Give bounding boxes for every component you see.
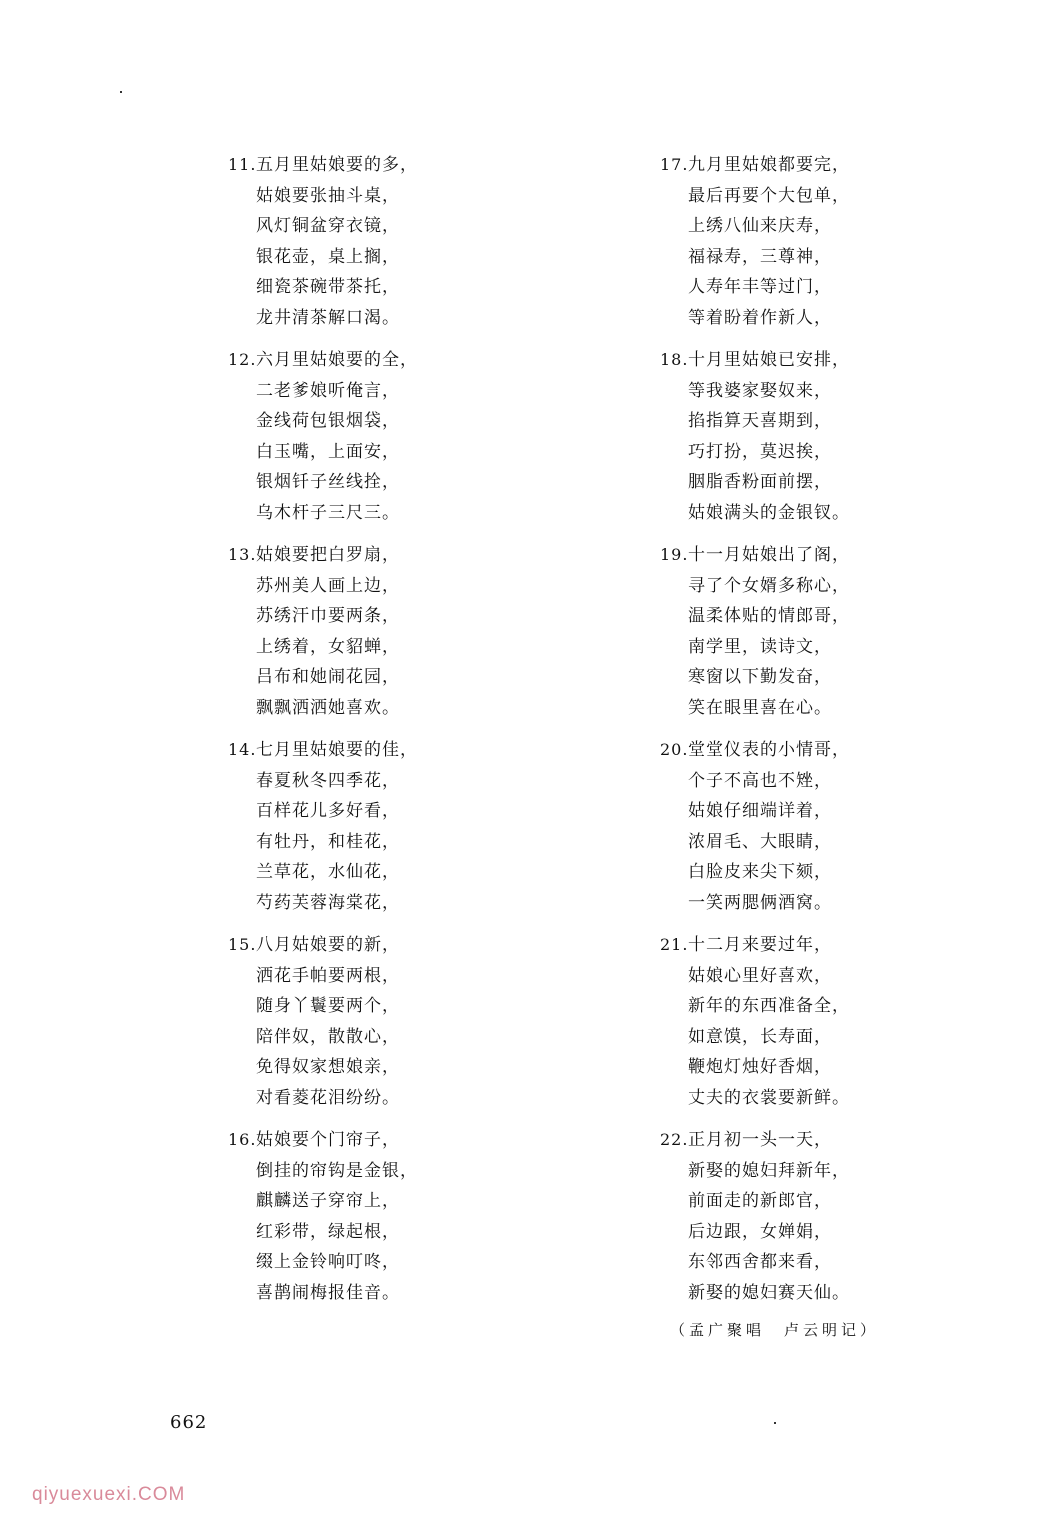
verse-line: 缀上金铃响叮咚， xyxy=(256,1252,400,1272)
verse-line: 芍药芙蓉海棠花， xyxy=(256,892,400,913)
verse-line: 等着盼着作新人， xyxy=(688,307,832,328)
stanza-number: 21. xyxy=(660,935,689,954)
singer-credit: （孟广聚唱 卢云明记） xyxy=(670,1321,880,1339)
verse-line: 兰草花，水仙花， xyxy=(256,862,400,882)
verse-line: 随身丫鬟要两个， xyxy=(256,996,400,1016)
verse-line: 细瓷茶碗带茶托， xyxy=(256,277,400,297)
verse-line: 洒花手帕要两根， xyxy=(256,965,400,986)
verse-stanza xyxy=(660,150,1040,333)
verse-line: 陪伴奴，散散心， xyxy=(256,1026,400,1047)
stanza-number: 15. xyxy=(228,935,257,954)
stanza-number: 17. xyxy=(660,155,689,174)
scan-speck xyxy=(774,1422,776,1424)
verse-stanza xyxy=(228,150,588,333)
verse-line: 上绣着，女貂蝉， xyxy=(256,636,400,657)
verse-line: 等我婆家娶奴来， xyxy=(688,380,832,401)
right-column xyxy=(660,150,1040,1320)
verse-line: 新年的东西准备全， xyxy=(688,996,850,1016)
verse-line: 银烟钎子丝线拴， xyxy=(256,472,400,492)
verse-line: 喜鹊闹梅报佳音。 xyxy=(256,1282,400,1303)
stanza-number: 19. xyxy=(660,545,689,564)
verse-line: 春夏秋冬四季花， xyxy=(256,770,400,791)
stanza-number: 18. xyxy=(660,350,689,369)
verse-line: 一笑两腮俩酒窝。 xyxy=(688,892,832,913)
verse-line: 十一月姑娘出了阁， xyxy=(688,545,850,565)
verse-line: 个子不高也不矬， xyxy=(688,770,832,791)
verse-line: 十月里姑娘已安排， xyxy=(688,350,850,370)
verse-line: 人寿年丰等过门， xyxy=(688,277,832,297)
verse-line: 五月里姑娘要的多， xyxy=(256,155,418,175)
verse-line: 有牡丹，和桂花， xyxy=(256,831,400,852)
verse-line: 对看菱花泪纷纷。 xyxy=(256,1087,400,1108)
verse-line: 苏州美人画上边， xyxy=(256,575,400,596)
verse-line: 银花壶，桌上搁， xyxy=(256,246,400,267)
verse-stanza xyxy=(228,540,588,723)
verse-line: 苏绣汗巾要两条， xyxy=(256,606,400,626)
left-column xyxy=(228,150,588,1320)
verse-line: 鞭炮灯烛好香烟， xyxy=(688,1057,832,1077)
verse-line: 正月初一头一天， xyxy=(688,1130,832,1150)
verse-line: 上绣八仙来庆寿， xyxy=(688,216,832,236)
scan-speck xyxy=(120,91,122,93)
verse-line: 丈夫的衣裳要新鲜。 xyxy=(688,1087,850,1108)
verse-line: 麒麟送子穿帘上， xyxy=(256,1191,400,1211)
verse-line: 姑娘仔细端详着， xyxy=(688,801,832,821)
stanza-number: 14. xyxy=(228,740,257,759)
stanza-number: 13. xyxy=(228,545,257,564)
verse-line: 姑娘要把白罗扇， xyxy=(256,545,400,565)
verse-line: 姑娘要张抽斗桌， xyxy=(256,185,400,206)
verse-line: 龙井清茶解口渴。 xyxy=(256,307,400,328)
verse-line: 姑娘要个门帘子， xyxy=(256,1130,400,1150)
verse-line: 姑娘满头的金银钗。 xyxy=(688,502,850,523)
verse-line: 掐指算天喜期到， xyxy=(688,411,832,431)
verse-stanza xyxy=(660,735,1040,918)
verse-line: 前面走的新郎官， xyxy=(688,1191,832,1211)
verse-stanza xyxy=(660,930,1040,1113)
verse-line: 笑在眼里喜在心。 xyxy=(688,697,832,718)
stanza-number: 22. xyxy=(660,1130,689,1149)
verse-stanza xyxy=(660,345,1040,528)
verse-stanza xyxy=(228,345,588,528)
stanza-number: 11. xyxy=(228,155,257,174)
verse-line: 东邻西舍都来看， xyxy=(688,1252,832,1272)
verse-line: 七月里姑娘要的佳， xyxy=(256,740,418,760)
verse-line: 飘飘洒洒她喜欢。 xyxy=(256,697,400,718)
stanza-number: 12. xyxy=(228,350,257,369)
verse-line: 新娶的媳妇赛天仙。 xyxy=(688,1282,850,1303)
verse-line: 百样花儿多好看， xyxy=(256,801,400,821)
verse-stanza xyxy=(660,540,1040,723)
verse-line: 九月里姑娘都要完， xyxy=(688,155,850,175)
verse-line: 寒窗以下勤发奋， xyxy=(688,667,832,687)
verse-line: 如意馍，长寿面， xyxy=(688,1026,832,1047)
verse-line: 吕布和她闹花园， xyxy=(256,667,400,687)
stanza-number: 20. xyxy=(660,740,689,759)
verse-line: 风灯铜盆穿衣镜， xyxy=(256,216,400,236)
verse-line: 后边跟，女婵娟， xyxy=(688,1221,832,1242)
verse-line: 南学里，读诗文， xyxy=(688,636,832,657)
verse-line: 胭脂香粉面前摆， xyxy=(688,472,832,492)
verse-line: 巧打扮，莫迟挨， xyxy=(688,441,832,462)
verse-line: 金线荷包银烟袋， xyxy=(256,411,400,431)
verse-line: 温柔体贴的情郎哥， xyxy=(688,606,850,626)
verse-line: 寻了个女婿多称心， xyxy=(688,575,850,596)
verse-line: 六月里姑娘要的全， xyxy=(256,350,418,370)
verse-stanza xyxy=(660,1125,1040,1308)
verse-line: 十二月来要过年， xyxy=(688,935,832,955)
page-number: 662 xyxy=(170,1412,208,1433)
verse-line: 姑娘心里好喜欢， xyxy=(688,965,832,986)
verse-line: 八月姑娘要的新， xyxy=(256,935,400,955)
verse-line: 免得奴家想娘亲， xyxy=(256,1057,400,1077)
verse-line: 福禄寿，三尊神， xyxy=(688,246,832,267)
verse-line: 白脸皮来尖下颏， xyxy=(688,862,832,882)
verse-line: 倒挂的帘钩是金银， xyxy=(256,1160,418,1181)
verse-line: 最后再要个大包单， xyxy=(688,185,850,206)
verse-line: 新娶的媳妇拜新年， xyxy=(688,1160,850,1181)
verse-line: 乌木杆子三尺三。 xyxy=(256,502,400,523)
verse-line: 白玉嘴，上面安， xyxy=(256,441,400,462)
site-watermark: qiyuexuexi.COM xyxy=(32,1484,186,1505)
verse-line: 二老爹娘听俺言， xyxy=(256,380,400,401)
verse-line: 红彩带，绿起根， xyxy=(256,1221,400,1242)
verse-stanza xyxy=(228,735,588,918)
stanza-number: 16. xyxy=(228,1130,257,1149)
verse-line: 堂堂仪表的小情哥， xyxy=(688,740,850,760)
verse-stanza xyxy=(228,930,588,1113)
verse-line: 浓眉毛、大眼睛， xyxy=(688,831,832,852)
verse-stanza xyxy=(228,1125,588,1308)
